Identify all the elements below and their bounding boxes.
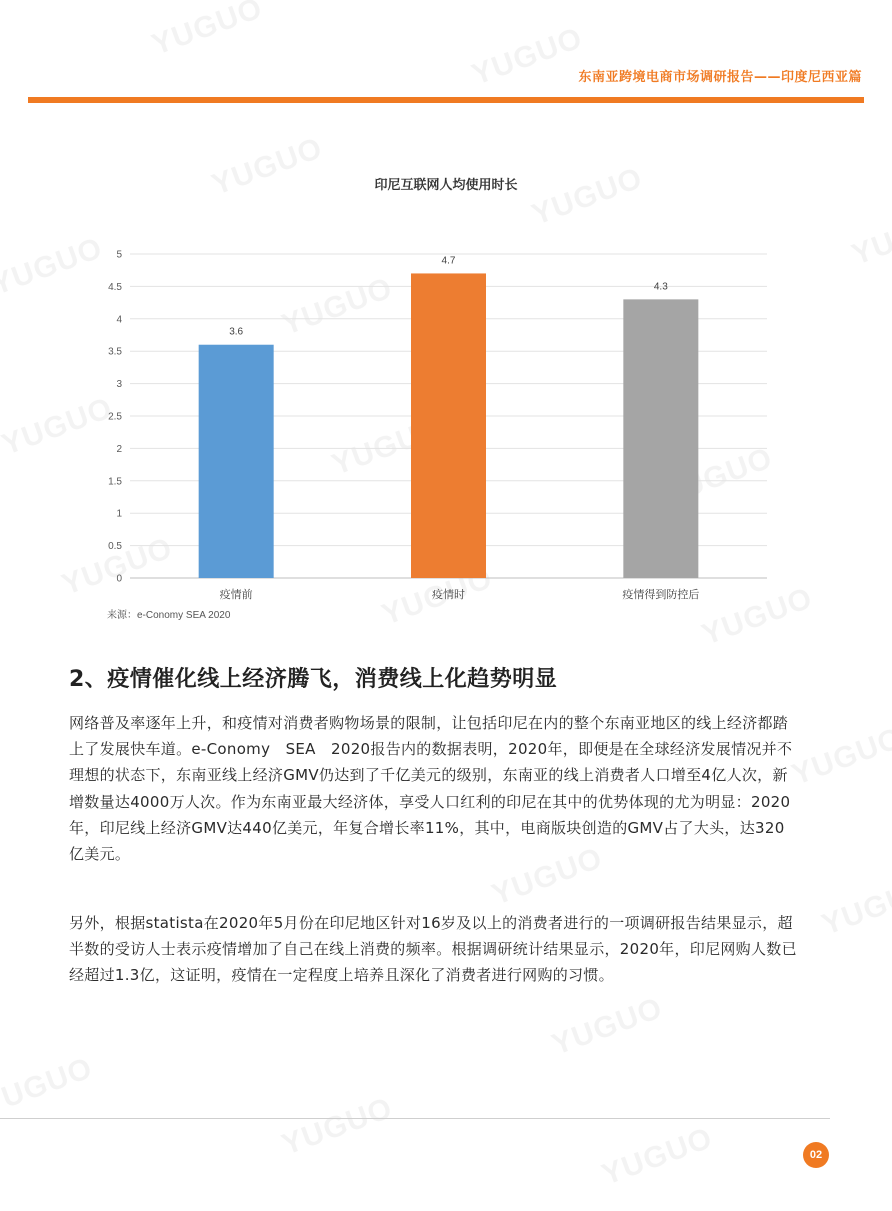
bar-chart [0, 160, 892, 630]
y-tick-label: 4 [116, 314, 122, 326]
chart-title: 印尼互联网人均使用时长 [374, 178, 518, 193]
header-accent-bar [28, 97, 864, 103]
data-label: 4.7 [441, 255, 456, 267]
y-tick-label: 3.5 [108, 346, 122, 358]
bar [623, 299, 698, 578]
footer-divider [0, 1118, 830, 1119]
y-tick-label: 2.5 [108, 411, 122, 423]
data-label: 4.3 [653, 281, 668, 293]
y-tick-label: 0.5 [108, 541, 122, 553]
body-paragraph-2: 另外，根据statista在2020年5月份在印尼地区针对16岁及以上的消费者进行的一项调研报告结果显示，超半数的受访人士表示疫情增加了自己在线上消费的频率。根据调研统计结果显示，2020年，印尼网购人数已经超过1.3亿，这证明，疫情在一定程度上培养且深化了消费者进行网购的习惯。 [69, 914, 797, 985]
watermark [0, 1051, 97, 1122]
bar [199, 345, 274, 578]
x-tick-label: 疫情前 [219, 588, 253, 601]
body-paragraph-1: 网络普及率逐年上升，和疫情对消费者购物场景的限制，让包括印尼在内的整个东南亚地区的线上经济都踏上了发展快车道。e-Conomy SEA 2020报告内的数据表明，2020年，即便是在全球经济发展情况并不理想的状态下，东南亚线上经济GMV仍达到了千亿美元的级别，东南亚的线上消费者人口增至4亿人次，新增数量达4000万人次。作为东南亚最大经济体，享受人口红利的印尼在其中的优势体现的尤为明显：2020年，印尼线上经济GMV达440亿美元，年复合增长率11%，其中，电商版块创造的GMV占了大头，达320亿美元。 [69, 714, 793, 864]
data-label: 3.6 [229, 326, 244, 338]
y-tick-label: 0 [116, 573, 122, 585]
watermark [468, 21, 588, 92]
y-tick-label: 1.5 [108, 476, 122, 488]
x-tick-label: 疫情得到防控后 [622, 588, 700, 601]
page-number-badge: 02 [803, 1142, 829, 1168]
chart-source: 来源：e-Conomy SEA 2020 [107, 610, 231, 621]
watermark [788, 721, 892, 792]
watermark [278, 1091, 398, 1162]
bar [411, 273, 486, 578]
chart-canvas [0, 160, 892, 630]
watermark [548, 991, 668, 1062]
y-tick-label: 3 [116, 379, 122, 391]
watermark [598, 1121, 718, 1192]
watermark [148, 0, 268, 63]
y-tick-label: 1 [116, 508, 122, 520]
watermark [818, 871, 892, 942]
report-header-title: 东南亚跨境电商市场调研报告——印度尼西亚篇 [578, 70, 862, 85]
y-tick-label: 4.5 [108, 281, 122, 293]
y-tick-label: 2 [116, 443, 122, 455]
section-heading: 2、疫情催化线上经济腾飞，消费线上化趋势明显 [69, 667, 558, 692]
y-tick-label: 5 [116, 249, 122, 261]
x-tick-label: 疫情时 [432, 588, 465, 601]
